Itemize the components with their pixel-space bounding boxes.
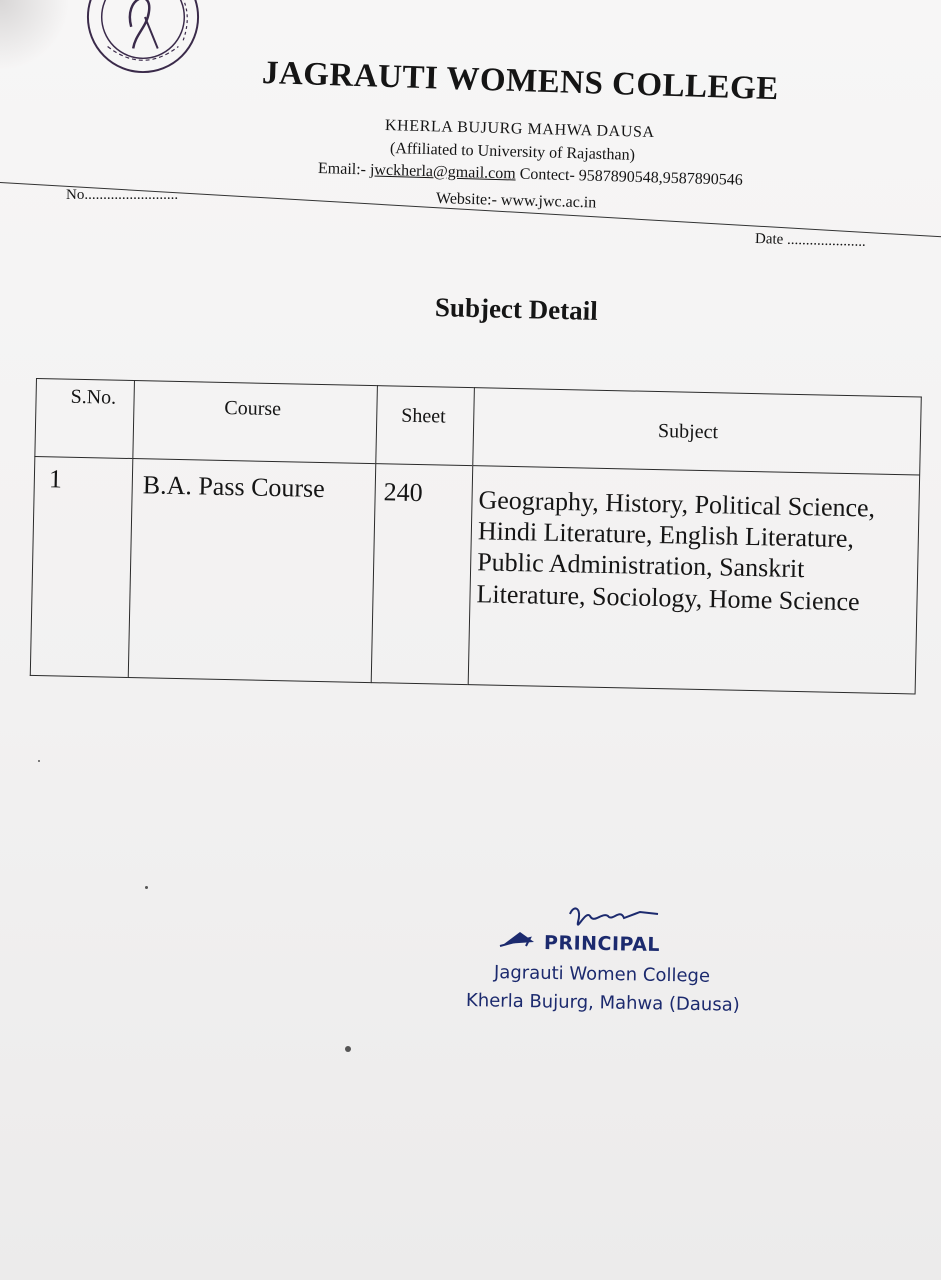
subject-table [30,378,922,694]
cell-value: 1 [48,464,63,494]
header-cell-course [132,380,377,463]
header-cell-subject [472,387,922,474]
table-row [30,456,920,695]
date-field: Date ..................... [754,231,867,250]
contact-numbers: Contect- 9587890548,9587890546 [515,165,743,189]
column-header: S.No. [70,385,117,409]
document-title: Subject Detail [434,292,599,326]
email-prefix: Email:- [317,160,371,179]
reference-number-field: No......................... [66,187,179,203]
affiliation-line: (Affiliated to University of Rajasthan) [389,140,636,164]
paper-speck [145,886,148,889]
college-address: KHERLA BUJURG MAHWA DAUSA [384,117,655,142]
header-cell-sno [34,378,134,458]
stamp-college-name: Jagrauti Women College [493,962,711,987]
stamp-location: Kherla Bujurg, Mahwa (Dausa) [465,990,740,1016]
column-header: Course [224,396,282,421]
paper-speck [345,1046,351,1052]
cell-value: B.A. Pass Course [142,470,326,504]
paper-speck [38,760,40,762]
cell-value: Geography, History, Political Science, Hindi Literature, English Literature, Public Administration, Sanskrit Literature, Sociology, Home Science [476,485,876,616]
college-name: JAGRAUTI WOMENS COLLEGE [261,55,780,108]
principal-title: PRINCIPAL [543,932,661,957]
email-address: jwckherla@gmail.com [369,161,516,183]
column-header: Subject [657,420,719,444]
column-header: Sheet [401,404,446,428]
contact-line [318,160,743,190]
cell-sheet [371,463,473,685]
cell-value: 240 [383,477,423,508]
header-cell-sheet [375,385,474,465]
website-line: Website:- www.jwc.ac.in [435,190,597,212]
cell-subject [468,465,921,694]
cell-sno [30,456,133,678]
cell-course [128,458,376,683]
letterhead [0,0,941,250]
principal-signature-block [462,902,762,1032]
